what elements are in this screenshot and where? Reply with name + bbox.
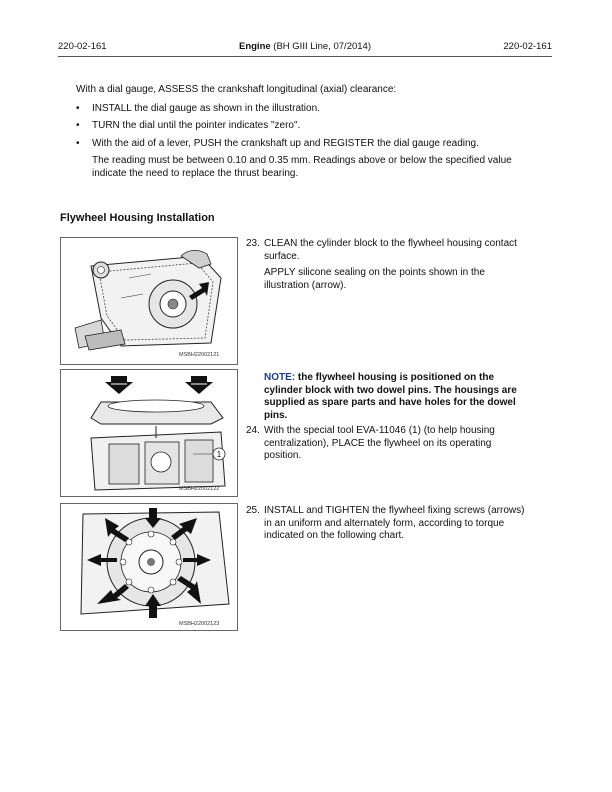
header-title xyxy=(58,41,552,52)
flywheel-screws-illustration xyxy=(61,504,237,630)
note-dowel-pins xyxy=(264,372,526,422)
reading-spec: The reading must be between 0.10 and 0.35 mm. Readings above or below the specified value indicate the need to replace the thrust bearing. xyxy=(92,155,512,179)
figure-code: MSBH22002123 xyxy=(179,621,220,627)
note-label: NOTE: xyxy=(264,372,296,383)
step-25 xyxy=(246,505,526,543)
step-number: 24. xyxy=(246,425,260,436)
figure-cylinder-block-sealing xyxy=(60,237,238,365)
intro-lead: With a dial gauge, ASSESS the crankshaft longitudinal (axial) clearance: xyxy=(76,84,397,95)
list-item: • INSTALL the dial gauge as shown in the illustration. xyxy=(76,102,320,114)
section-title: Flywheel Housing Installation xyxy=(60,212,215,224)
step-text: APPLY silicone sealing on the points shown in the illustration (arrow). xyxy=(264,267,485,291)
step-23 xyxy=(246,238,526,292)
intro-block xyxy=(76,84,516,180)
figure-flywheel-housing-dowel-pins xyxy=(60,369,238,497)
step-text: INSTALL and TIGHTEN the flywheel fixing screws (arrows) in an uniform and alternately form, according to torque indicated on the following chart. xyxy=(264,505,525,541)
cylinder-block-illustration xyxy=(61,238,237,364)
flywheel-housing-illustration xyxy=(61,370,237,496)
header-divider xyxy=(58,56,552,57)
figure-code: MSBH22002122 xyxy=(179,486,220,492)
step-24 xyxy=(246,425,526,463)
figure-flywheel-screws xyxy=(60,503,238,631)
step-number: 23. xyxy=(246,238,260,249)
step-text: CLEAN the cylinder block to the flywheel housing contact surface. xyxy=(264,238,517,262)
figure-code: MSBH22002121 xyxy=(179,352,220,358)
list-item: • TURN the dial until the pointer indicates "zero". xyxy=(76,120,301,131)
header-title-bold: Engine xyxy=(238,41,271,52)
header-section-code-left: 220-02-161 xyxy=(58,41,107,52)
intro-bullet-list xyxy=(76,103,516,151)
step-text: With the special tool EVA-11046 (1) (to help housing centralization), PLACE the flywheel on its operating position. xyxy=(264,425,495,461)
step-number: 25. xyxy=(246,505,260,516)
header-title-rest: (BH GIII Line, 07/2014) xyxy=(270,41,371,52)
callout-1-label: 1 xyxy=(216,450,222,459)
header-section-code-right: 220-02-161 xyxy=(503,41,552,52)
note-text: the flywheel housing is positioned on the cylinder block with two dowel pins. The housings are supplied as spare parts and have holes for the dowel pins. xyxy=(264,372,517,421)
list-item: • With the aid of a lever, PUSH the crankshaft up and REGISTER the dial gauge reading. xyxy=(76,137,479,149)
